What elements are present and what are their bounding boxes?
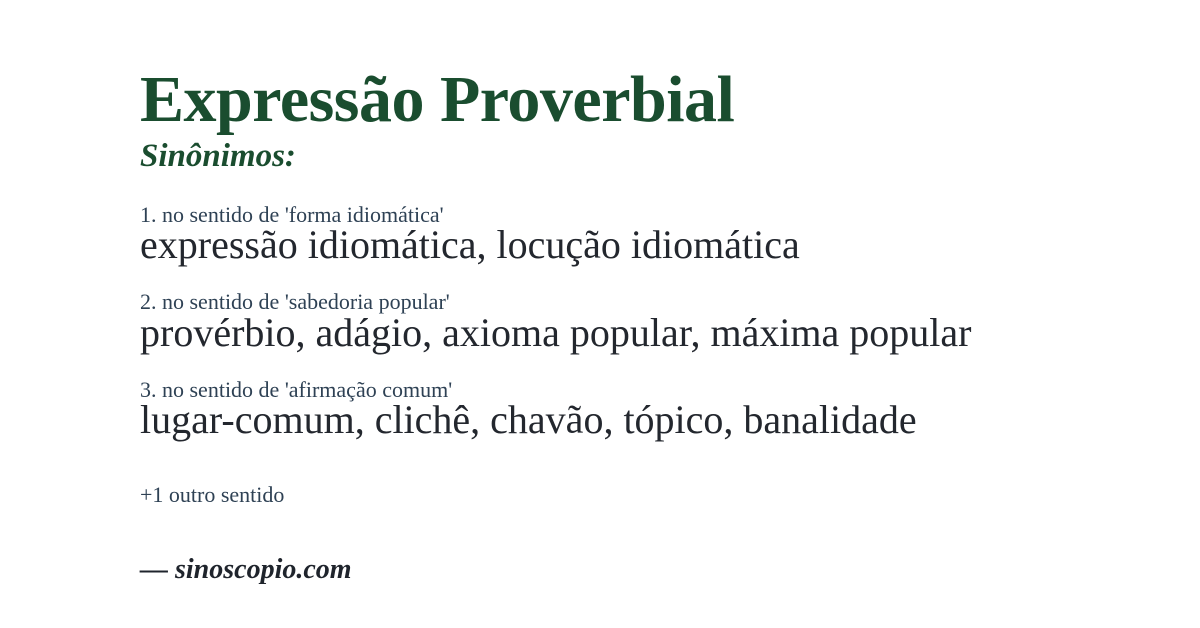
sense-2-label: 2. no sentido de 'sabedoria popular' xyxy=(140,289,450,315)
sense-1-label: 1. no sentido de 'forma idiomática' xyxy=(140,201,444,227)
sense-item-2 xyxy=(140,288,1140,354)
sense-1-synonyms: expressão idiomática, locução idiomática xyxy=(140,222,800,268)
page-title: Expressão Proverbial xyxy=(140,63,735,136)
senses-list xyxy=(140,201,1140,442)
sense-3-label: 3. no sentido de 'afirmação comum' xyxy=(140,376,453,402)
sense-item-1 xyxy=(140,201,1140,267)
sense-3-synonyms: lugar-comum, clichê, chavão, tópico, banalidade xyxy=(140,397,917,443)
sense-item-3 xyxy=(140,376,1140,442)
sense-2-synonyms: provérbio, adágio, axioma popular, máxima popular xyxy=(140,309,972,355)
attribution: — sinoscopio.com xyxy=(140,553,352,585)
more-senses-link[interactable]: +1 outro sentido xyxy=(140,482,285,508)
synonyms-subtitle: Sinônimos: xyxy=(140,138,296,175)
